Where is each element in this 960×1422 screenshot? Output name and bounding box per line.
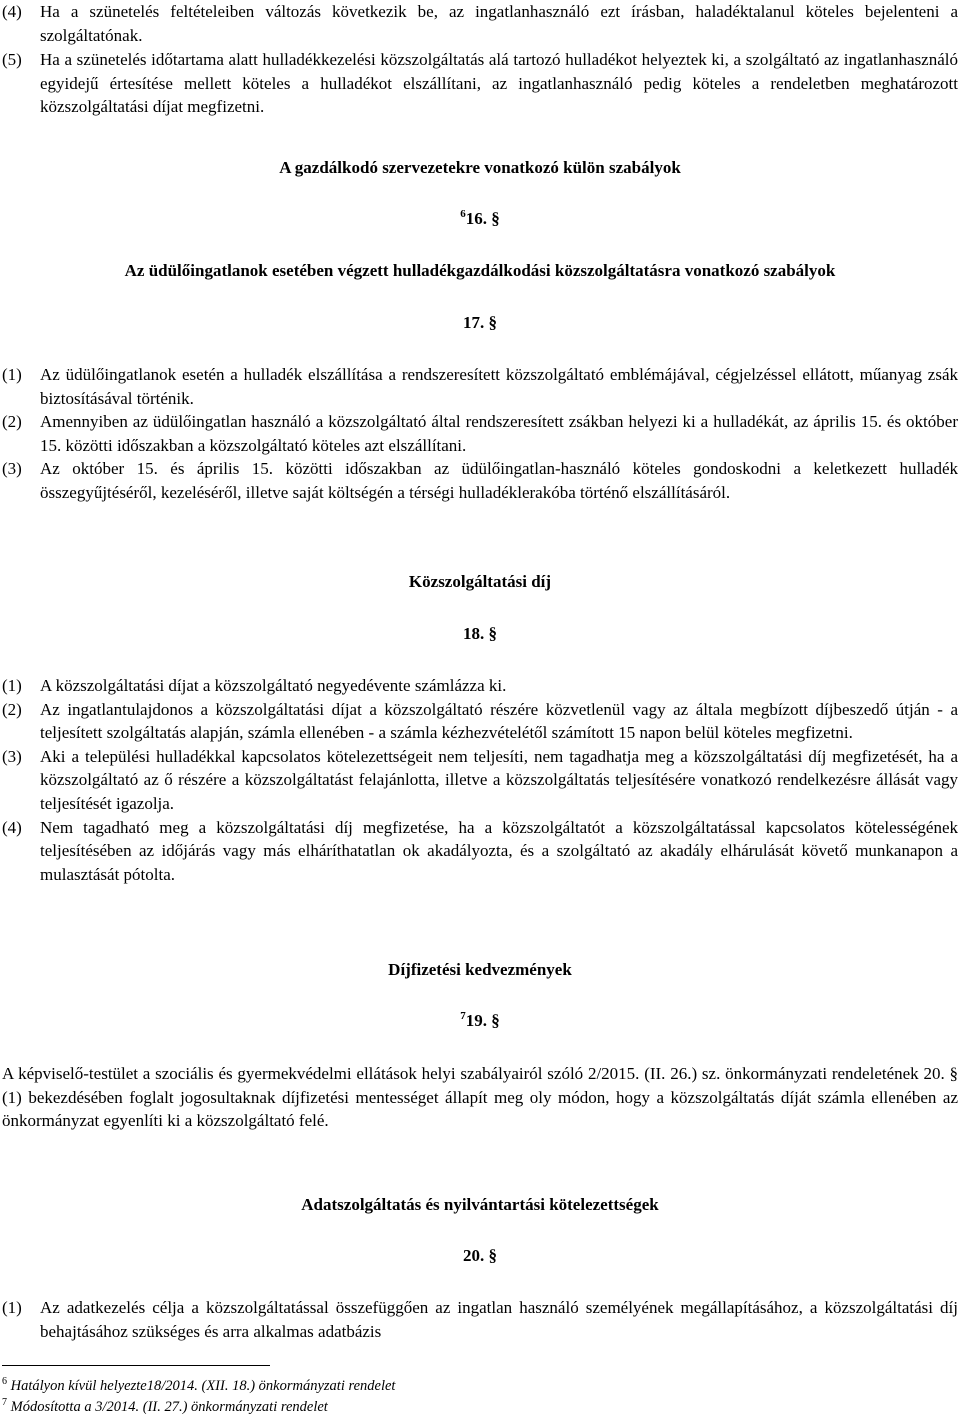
paragraph-text: Az adatkezelés célja a közszolgáltatással összefüggően az ingatlan használó személyének megállapításához, a közszolgáltatási díj behajtásához szükséges és arra alkalmas adatbázis [40,1298,958,1341]
paragraph-text: Amennyiben az üdülőingatlan használó a közszolgáltató által rendszeresített zsákban helyezi ki a hulladékát, az április 15. és október 15. közötti időszakban a közszolgáltató köteles azt elszállítani. [40,412,958,455]
section-18-title [0,622,960,646]
section-18-body [2,674,958,886]
paragraph-number: (1) [2,676,22,695]
paragraph-number: (3) [2,459,22,479]
section-number: 16. [465,209,487,228]
paragraph-number: (1) [2,365,22,384]
section-heading-dij: Közszolgáltatási díj [408,572,552,591]
footnote-text: Hatályon kívül helyezte18/2014. (XII. 18.) önkormányzati rendelet [10,1378,396,1394]
paragraph-text: Aki a települési hulladékkal kapcsolatos kötelezettségeit nem teljesíti, nem tagadhatja meg a közszolgáltatási díj megfizetését, ha a közszolgáltató az ő részére a közszolgáltatást felajánlotta, illetve a közszolgáltatás teljesítésére vonatkozó rendelkezésre állását vagy teljesítését igazolja. [40,746,958,813]
paragraph-number: (4) [2,2,22,21]
section-number: 20. [463,1246,485,1265]
section-20-title [0,1244,960,1268]
paragraph-text: Ha a szünetelés feltételeiben változás következik be, az ingatlanhasználó ezt írásban, haladéktalanul köteles bejelenteni a szolgáltatónak. [40,2,958,45]
section-mark: § [488,313,497,332]
section-16-title [0,207,960,231]
paragraph-number: (2) [2,699,22,719]
section-mark: § [491,1011,500,1030]
paragraph-text: Az üdülőingatlanok esetén a hulladék elszállítása a rendszeresített közszolgáltató emblémájával, cégjelzéssel ellátott, műanyag zsák biztosításával történik. [40,365,958,408]
section-number: 18. [463,624,485,643]
footnote-number: 6 [2,1376,7,1387]
section-number: 17. [463,313,485,332]
section-17-title [0,311,960,335]
section-heading-udulo: Az üdülőingatlanok esetében végzett hulladékgazdálkodási közszolgáltatásra vonatkozó szabályok [124,261,836,280]
paragraph-number: (4) [2,817,22,837]
section-17-body [2,363,958,505]
paragraph-number: (3) [2,746,22,766]
paragraph-17-3 [2,457,958,504]
paragraph-text: Nem tagadható meg a közszolgáltatási díj megfizetése, ha a közszolgáltatót a közszolgáltatással kapcsolatos kötelességének teljesítésében az időjárás vagy más elháríthatatlan ok akadályozta, és a szolgáltató az akadály elhárulását követő munkanapon a mulasztását pótolta. [40,817,958,884]
section-mark: § [488,624,497,643]
paragraph-17-1 [2,363,958,410]
paragraph-18-4 [2,816,958,887]
paragraph-17-2 [2,410,958,457]
footnote-number: 7 [2,1397,7,1408]
footnote-ref[interactable]: 6 [460,208,466,220]
paragraph-5 [2,48,958,119]
footnote-separator [2,1365,270,1366]
footnote-6 [2,1376,395,1397]
section-19-text: A képviselő-testület a szociális és gyermekvédelmi ellátások helyi szabályairól szóló 2/2015. (II. 26.) sz. önkormányzati rendeletének 20. § (1) bekezdésében foglalt jogosultaknak díjfizetési mentességet állapít meg oly módon, hogy a közszolgáltatás díját számla ellenében az önkormányzat egyenlíti ki a közszolgáltató felé. [2,1064,958,1131]
paragraph-20-1 [2,1296,958,1343]
section-mark: § [491,209,500,228]
paragraph-text: Az október 15. és április 15. közötti időszakban az üdülőingatlan-használó köteles gondoskodni a keletkezett hulladék összegyűjtéséről, kezeléséről, illetve saját költségén a térségi hulladéklerakóba történő elszállításáról. [40,459,958,502]
paragraph-number: (1) [2,1298,22,1317]
footnote-7 [2,1397,395,1418]
paragraph-18-2 [2,698,958,745]
paragraph-18-1 [2,674,958,698]
section-heading-gazdalkodo: A gazdálkodó szervezetekre vonatkozó külön szabályok [279,158,681,177]
footnotes [2,1376,395,1418]
paragraph-text: A közszolgáltatási díjat a közszolgáltató negyedévente számlázza ki. [40,676,507,695]
section-heading-kedvezmenyek: Díjfizetési kedvezmények [388,960,572,979]
footnote-text: Módosította a 3/2014. (II. 27.) önkormányzati rendelet [10,1399,328,1415]
paragraph-text: Az ingatlantulajdonos a közszolgáltatási díjat a közszolgáltató részére közvetlenül vagy az általa megbízott díjbeszedő útján - a teljesített szolgáltatás alapján, számla ellenében - a számla kézhezvételétől számított 15 napon belül köteles megfizetni. [40,699,958,743]
paragraph-number: (2) [2,412,22,432]
paragraph-text: Ha a szünetelés időtartama alatt hulladékkezelési közszolgáltatás alá tartozó hulladékot helyeztek ki, a szolgáltató az ingatlanhasználó egyidejű értesítése mellett köteles a hulladékot elszállítani, az ingatlanhasználó pedig köteles a rendeletben meghatározott közszolgáltatási díjat megfizetni. [40,50,958,117]
section-number: 19. [465,1011,487,1030]
section-mark: § [488,1246,497,1265]
section-20-body [2,1296,958,1343]
section-heading-adatszolgaltatas: Adatszolgáltatás és nyilvántartási kötelezettségek [301,1195,659,1214]
footnote-ref[interactable]: 7 [460,1010,466,1022]
section-19-title [0,1009,960,1033]
paragraph-number: (5) [2,50,22,69]
paragraph-18-3 [2,745,958,816]
paragraph-4 [2,0,958,47]
